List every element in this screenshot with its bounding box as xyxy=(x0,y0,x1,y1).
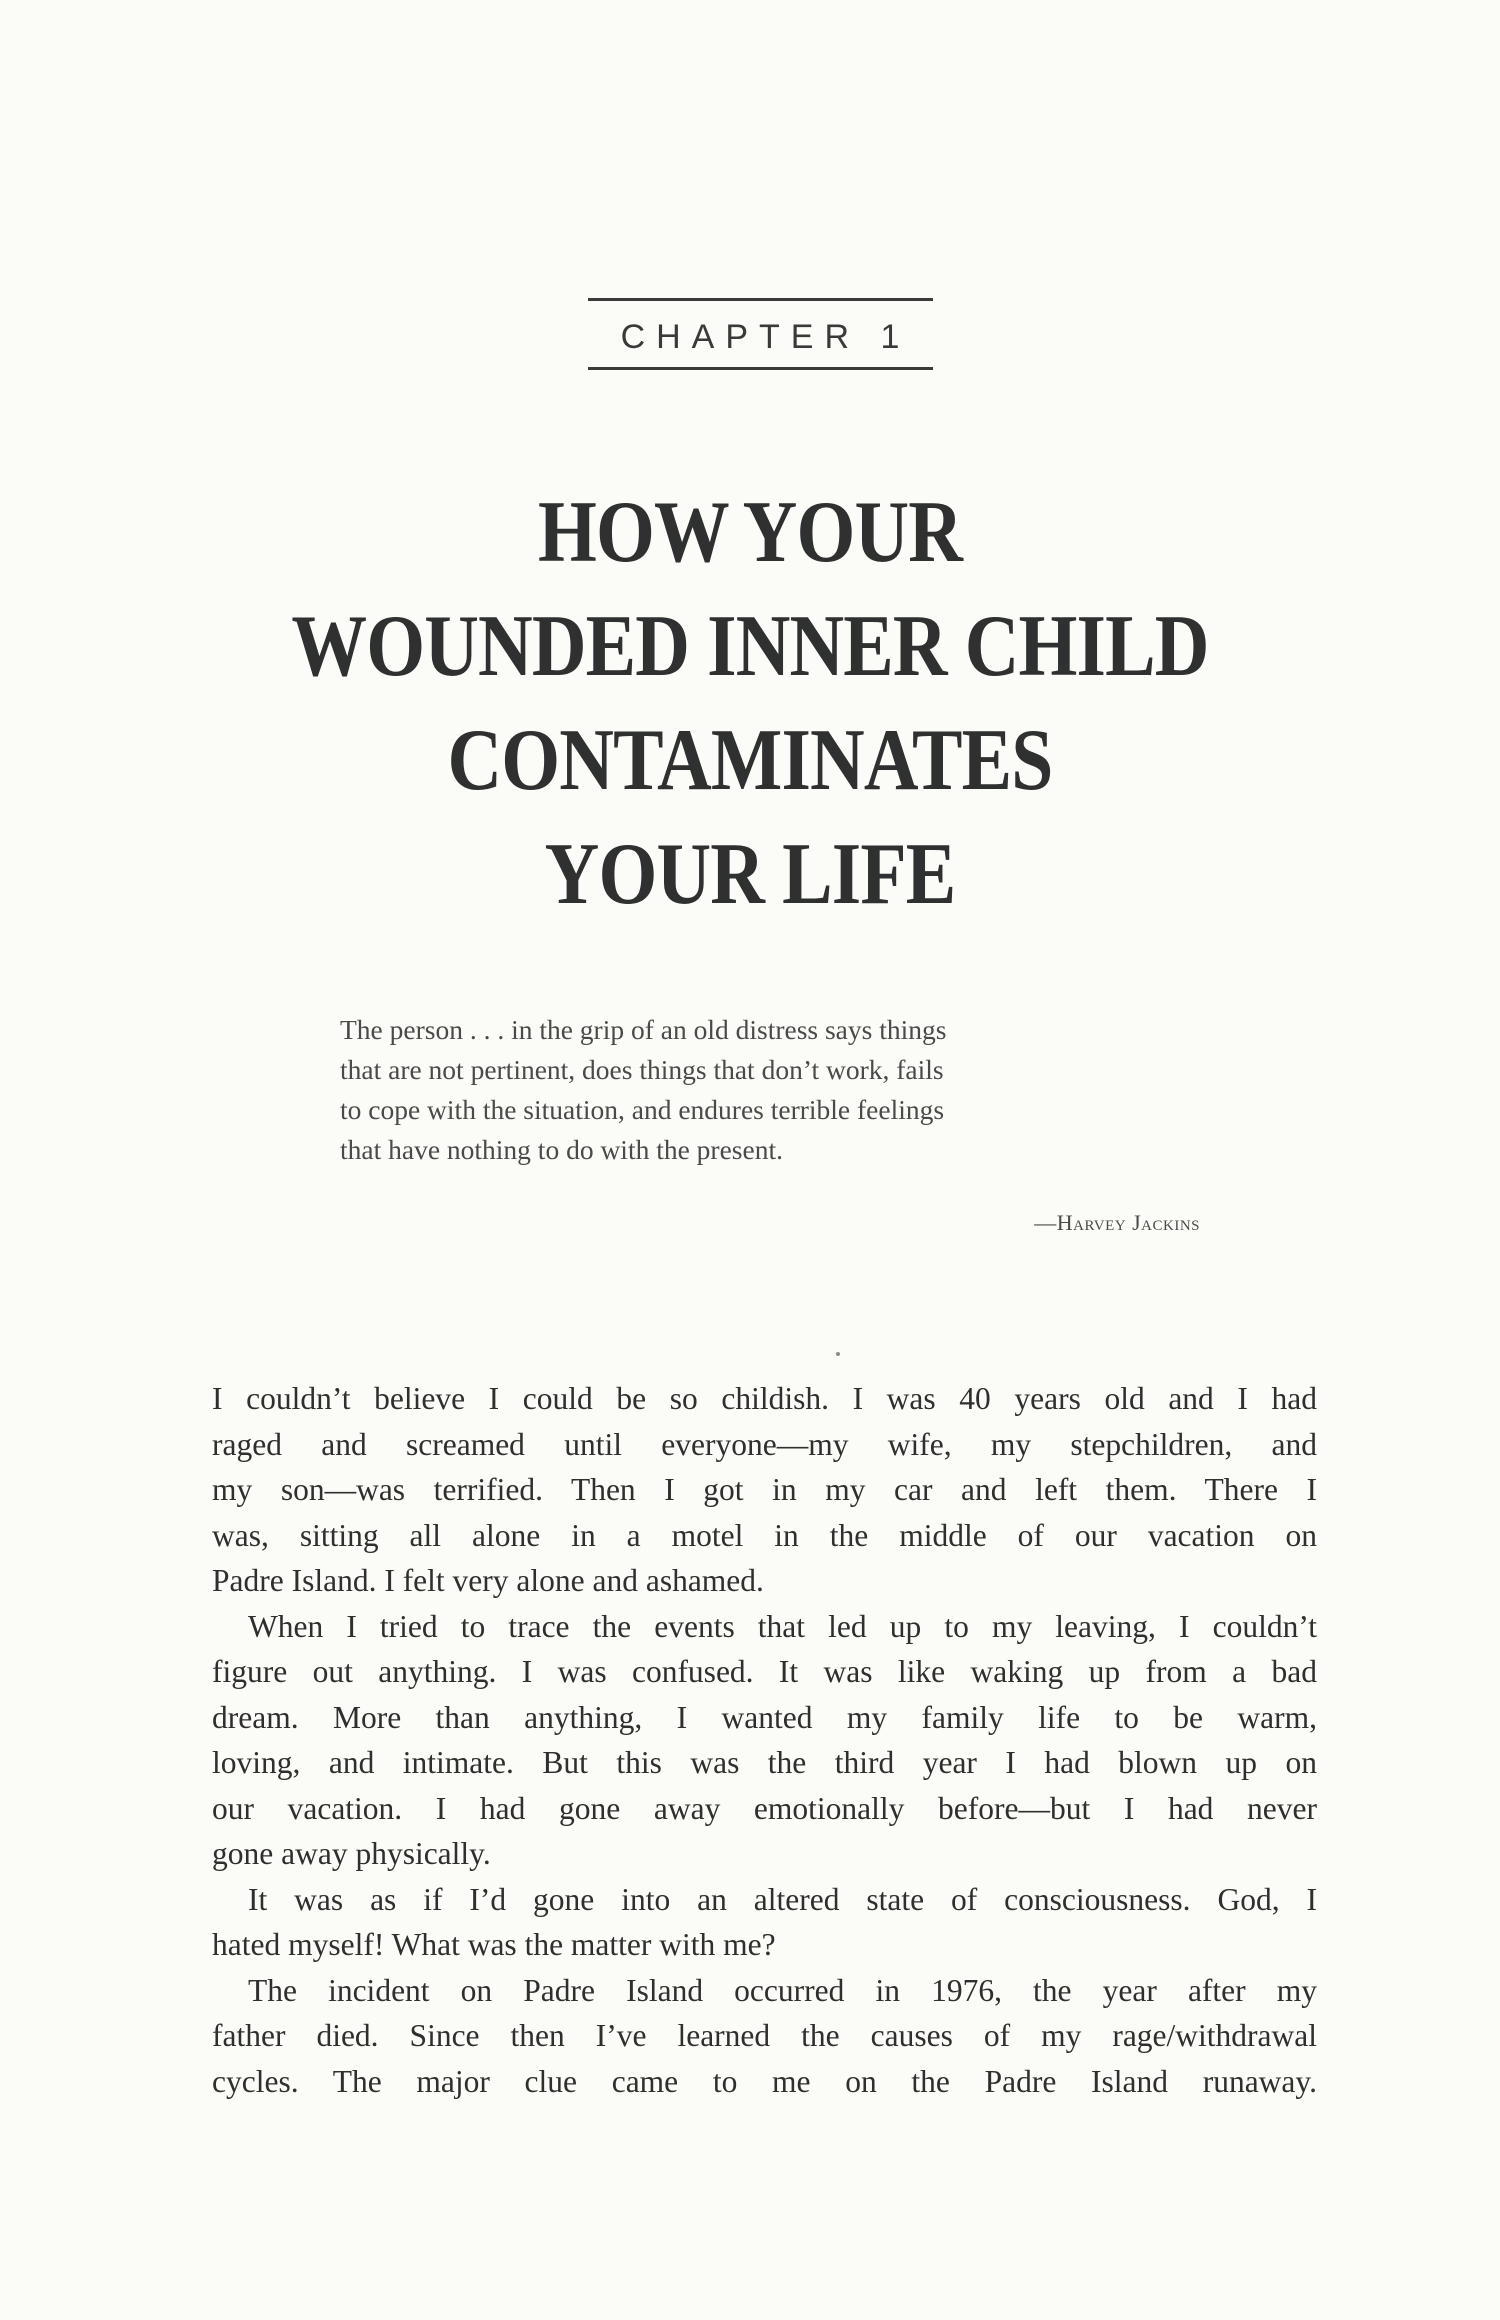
title-line: HOW YOUR xyxy=(537,484,963,581)
paragraph xyxy=(212,1877,1317,1968)
text-line: When I tried to trace the events that led up to my leaving, I couldn’t xyxy=(248,1608,1317,1644)
epigraph-line: The person . . . in the grip of an old distress says things xyxy=(340,1014,947,1045)
print-speck xyxy=(836,1352,840,1356)
text-line: gone away physically. xyxy=(212,1836,491,1871)
text-line: raged and screamed until everyone—my wife, my stepchildren, and xyxy=(212,1426,1317,1462)
text-line: dream. More than anything, I wanted my family life to be warm, xyxy=(212,1699,1317,1735)
text-line: figure out anything. I was confused. It was like waking up from a bad xyxy=(212,1654,1317,1689)
title-line: CONTAMINATES xyxy=(447,712,1053,809)
paragraph xyxy=(212,1968,1317,2105)
epigraph xyxy=(340,1010,1200,1170)
epigraph-line: that have nothing to do with the present. xyxy=(340,1134,783,1165)
chapter-label: CHAPTER 1 xyxy=(588,298,933,370)
text-line: father died. Since then I’ve learned the causes of my rage/withdrawal xyxy=(212,2018,1317,2053)
text-line: Padre Island. I felt very alone and ashamed. xyxy=(212,1563,764,1598)
title-line: YOUR LIFE xyxy=(544,826,956,923)
text-line: cycles. The major clue came to me on the Padre Island runaway. xyxy=(212,2063,1317,2099)
epigraph-line: that are not pertinent, does things that don’t work, fails xyxy=(340,1054,944,1085)
text-line: our vacation. I had gone away emotionally before—but I had never xyxy=(212,1790,1317,1826)
paragraph xyxy=(212,1604,1317,1877)
chapter-title xyxy=(234,476,1266,932)
epigraph-attribution: —Harvey Jackins xyxy=(1034,1210,1200,1235)
text-line: loving, and intimate. But this was the third year I had blown up on xyxy=(212,1745,1317,1780)
epigraph-line: to cope with the situation, and endures terrible feelings xyxy=(340,1094,945,1125)
title-line: WOUNDED INNER CHILD xyxy=(291,598,1209,695)
text-line: The incident on Padre Island occurred in 1976, the year after my xyxy=(248,1972,1317,2008)
text-line: I couldn’t believe I could be so childish. I was 40 years old and I had xyxy=(212,1381,1317,1416)
text-line: hated myself! What was the matter with me? xyxy=(212,1927,776,1962)
text-line: It was as if I’d gone into an altered state of consciousness. God, I xyxy=(248,1881,1317,1917)
text-line: my son—was terrified. Then I got in my car and left them. There I xyxy=(212,1472,1317,1507)
text-line: was, sitting all alone in a motel in the middle of our vacation on xyxy=(212,1517,1317,1553)
body-text xyxy=(212,1376,1317,2104)
paragraph xyxy=(212,1376,1317,1604)
